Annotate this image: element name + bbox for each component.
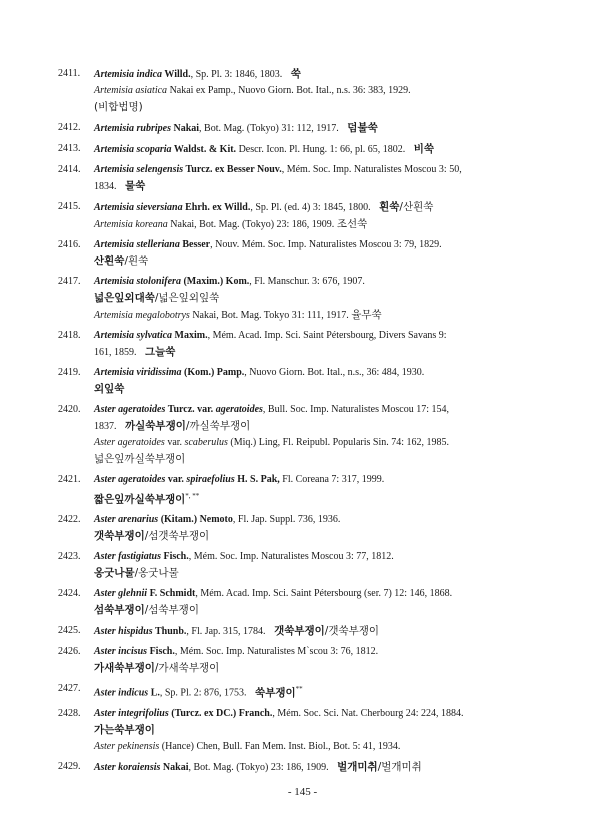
korean-name: 가는쑥부쟁이 [94,723,155,736]
korean-alt-name: /갯쑥부쟁이 [324,625,380,638]
entry-number: 2421. [58,474,81,485]
synonym-name: Artemisia megalobotrys [94,310,190,321]
entry-number: 2424. [58,588,81,600]
taxon-name: Aster incisus [94,646,148,658]
citation-text: Nakai ex Pamp., Nuovo Giorn. Bot. Ital., n.s. 36: 383, 1929. [167,85,411,96]
entry-2411 [58,66,558,116]
authority: Turcz. var. [165,404,216,415]
taxon-name: Artemisia stolonifera [94,276,181,287]
korean-alt-name: /산흰쑥 [399,201,434,213]
korean-name: 비쑥 [413,143,435,155]
authority: Besser [179,239,211,250]
entry-line [94,381,558,398]
entry-line [94,681,558,701]
taxon-name: Artemisia selengensis [94,164,184,175]
authority: Nakai [170,123,200,134]
citation-text: , Sp. Pl. (ed. 4) 3: 1845, 1800. [250,202,374,213]
authority: H. S. Pak, [234,474,280,485]
entry-number: 2419. [58,367,81,378]
entry-2423 [58,549,558,582]
entry-2424 [58,586,558,619]
citation-text: 1837. [94,421,119,432]
entry-line [94,512,558,528]
korean-alt-name: (비합법명) [94,101,143,113]
korean-name: 짧은잎까실쑥부쟁이 [94,493,186,506]
entry-number: 2416. [58,239,81,250]
korean-name: 물쑥 [125,180,146,192]
authority: (Turcz. ex DC.) Franch. [168,707,273,719]
entry-2426 [58,644,558,677]
entry-line [94,274,558,290]
citation-text: Descr. Icon. Pl. Hung. 1: 66, pl. 65, 1802. [236,144,408,155]
citation-text: , Mém. Soc. Imp. Naturalistes M`scou 3: 76, 1812. [174,646,379,658]
page-number: - 145 - [287,786,318,798]
korean-alt-name: 조선쑥 [336,218,368,230]
entry-line [94,290,558,307]
taxon-name: Aster hispidus [94,626,153,638]
taxon-name: Aster integrifolius [94,707,169,719]
authority: Willd. [162,69,191,80]
authority: Ehrh. ex Willd. [182,202,251,213]
synonym-name: scaberulus [184,437,228,448]
authority: Turcz. ex Besser Nouv. [183,164,282,175]
entry-line [94,586,558,602]
korean-alt-name: /가새쑥부쟁이 [154,662,220,675]
entry-line [94,759,558,776]
entry-number: 2425. [58,625,81,637]
citation-text: , Sp. Pl. 3: 1846, 1803. [190,69,285,80]
korean-name: 흰쑥 [379,201,400,213]
authority: Fisch. [160,551,189,563]
citation-text: , Mém. Soc. Sci. Nat. Cherbourg 24: 224, 1884. [272,707,464,719]
citation-text: , Mém. Acad. Imp. Sci. Saint Pétersbourg, Divers Savans 9: [207,330,447,341]
entry-line [94,253,558,270]
korean-name: 덤불쑥 [347,122,378,134]
entry-2418 [58,328,558,361]
entry-line [94,706,558,722]
citation-text: 1834. [94,181,119,192]
citation-text: , Nouv. Mém. Soc. Imp. Naturalistes Moscou 3: 79, 1829. [210,239,442,250]
korean-alt-name: /벌개미취 [377,760,422,773]
synonym-name: Aster ageratoides [94,437,165,448]
entry-2416 [58,237,558,270]
korean-name: 산흰쑥 [94,255,125,267]
entry-number: 2417. [58,276,81,287]
korean-alt-name: /섬갯쑥부쟁이 [144,530,210,543]
citation-text: , Fl. Jap. Suppl. 736, 1936. [232,514,341,526]
citation-text: Nakai, Bot. Mag. Tokyo 31: 111, 1917. [189,310,352,321]
citation-text: , Fl. Jap. 315, 1784. [186,626,269,638]
entry-number: 2411. [58,68,81,79]
taxon-name: Artemisia indica [94,69,163,80]
entry-line [94,549,558,565]
entry-2413 [58,141,558,158]
entry-line [94,178,558,195]
entry-number: 2420. [58,404,81,415]
synonym-name: Aster pekinensis [94,740,160,752]
entry-2427 [58,681,558,701]
authority: Waldst. & Kit. [171,144,237,155]
entry-2419 [58,365,558,398]
entry-number: 2427. [58,683,81,695]
citation-text: , Bull. Soc. Imp. Naturalistes Moscou 17: 154, [262,404,450,415]
citation-text: , Mém. Soc. Imp. Naturalistes Moscou 3: 77, 1812. [188,551,394,563]
entry-line [94,99,558,116]
authority: Thunb. [152,626,187,638]
citation-text: 161, 1859. [94,347,139,358]
taxon-name: Aster ageratoides [94,404,166,415]
taxon-name: Aster koraiensis [94,761,161,773]
taxon-name: spiraefolius [186,474,235,485]
taxon-name: Aster arenarius [94,514,159,526]
entry-line [94,307,558,324]
authority: Fisch. [147,646,175,658]
korean-name: 벌개미취 [337,760,378,773]
entry-number: 2423. [58,551,81,563]
korean-name: 갯쑥부쟁이 [274,625,325,638]
entry-line [94,402,558,418]
entry-2425 [58,623,558,640]
taxon-name: ageratoides [215,404,263,415]
korean-name: 섬쑥부쟁이 [94,604,145,617]
entry-line [94,199,558,216]
entry-line [94,216,558,233]
citation-text: , Fl. Manschur. 3: 676, 1907. [249,276,365,287]
entry-number: 2428. [58,707,81,719]
korean-name: 쑥 [290,68,301,80]
entry-line [94,344,558,361]
entry-2420 [58,402,558,468]
citation-text: , Mém. Acad. Imp. Sci. Saint Pétersbourg (ser. 7) 12: 146, 1868. [195,588,453,600]
citation-text: (Miq.) Ling, Fl. Reipubl. Popularis Sin. 74: 162, 1985. [227,437,450,448]
entry-line [94,66,558,83]
entry-2417 [58,274,558,324]
korean-name: 옹굿나물 [94,567,135,580]
entry-number: 2418. [58,330,81,341]
footnote-mark: ** [295,685,303,694]
authority: L. [148,687,160,699]
entry-line [94,162,558,178]
taxon-name: Artemisia sieversiana [94,202,183,213]
entry-2428 [58,706,558,755]
entry-line [94,739,558,755]
korean-name: 가새쑥부쟁이 [94,662,155,675]
authority: Nakai [160,761,189,773]
entry-2422 [58,512,558,545]
entry-number: 2426. [58,646,81,658]
taxon-name: Aster indicus [94,687,149,699]
entry-line [94,141,558,158]
taxon-name: Artemisia sylvatica [94,330,173,341]
entry-line [94,83,558,99]
entry-number: 2415. [58,201,81,212]
korean-alt-name: /넓은잎외잎쑥 [154,292,220,304]
citation-text: , Bot. Mag. (Tokyo) 31: 112, 1917. [199,123,342,134]
authority: (Maxim.) Kom. [180,276,250,287]
citation-text: (Hance) Chen, Bull. Fan Mem. Inst. Biol., Bot. 5: 41, 1934. [159,740,401,752]
entry-2429 [58,759,558,776]
taxon-name: Artemisia scoparia [94,144,172,155]
korean-alt-name: /까실쑥부쟁이 [185,420,251,432]
entry-line [94,451,558,468]
citation-text: , Mém. Soc. Imp. Naturalistes Moscou 3: 50, [281,164,462,175]
citation-text: , Nuovo Giorn. Bot. Ital., n.s., 36: 484, 1930. [244,367,425,378]
entry-list [58,66,558,780]
taxon-name: Artemisia rubripes [94,123,171,134]
footnote-mark: *, ** [185,492,200,500]
entry-line [94,488,558,508]
entry-number: 2429. [58,760,81,772]
korean-name: 넓은잎외대쑥 [94,292,155,304]
korean-name: 갯쑥부쟁이 [94,530,145,543]
taxon-name: Aster ageratoides [94,474,166,485]
korean-name: 까실쑥부쟁이 [125,420,186,432]
citation-text: , Sp. Pl. 2: 876, 1753. [159,687,250,699]
entry-line [94,472,558,488]
citation-text: var. [164,437,185,448]
korean-name: 그늘쑥 [145,346,176,358]
entry-line [94,660,558,677]
synonym-name: Artemisia asiatica [94,85,168,96]
taxon-name: Artemisia stelleriana [94,239,180,250]
entry-2415 [58,199,558,233]
authority: (Kitam.) Nemoto [158,514,233,526]
entry-line [94,602,558,619]
korean-name: 외잎쑥 [94,383,125,395]
taxon-name: Artemisia viridissima [94,367,182,378]
citation-text: , Bot. Mag. (Tokyo) 23: 186, 1909. [188,761,332,773]
korean-alt-name: /섬쑥부쟁이 [144,604,199,617]
entry-line [94,565,558,582]
entry-number: 2414. [58,164,81,175]
entry-2414 [58,162,558,195]
korean-alt-name: /흰쑥 [124,255,149,267]
citation-text: Nakai, Bot. Mag. (Tokyo) 23: 186, 1909. [167,219,337,230]
entry-2421 [58,472,558,508]
entry-line [94,435,558,451]
taxon-name: Aster fastigiatus [94,551,161,563]
entry-line [94,418,558,435]
taxon-name: Aster glehnii [94,588,148,600]
entry-line [94,328,558,344]
citation-text: Fl. Coreana 7: 317, 1999. [279,474,385,485]
entry-line [94,623,558,640]
entry-2412 [58,120,558,137]
entry-line [94,120,558,137]
entry-line [94,722,558,739]
authority: F. Schmidt [147,588,196,600]
korean-name: 쑥부쟁이 [255,686,296,699]
entry-line [94,644,558,660]
entry-line [94,237,558,253]
entry-number: 2412. [58,122,81,133]
authority: var. [165,474,187,485]
korean-alt-name: 율무쑥 [351,309,382,321]
entry-number: 2413. [58,143,81,154]
korean-alt-name: 넓은잎까실쑥부쟁이 [94,453,186,465]
entry-line [94,365,558,381]
authority: (Kom.) Pamp. [181,367,245,378]
entry-number: 2422. [58,514,81,526]
authority: Maxim. [172,330,208,341]
korean-alt-name: /옹굿나물 [134,567,179,580]
entry-line [94,528,558,545]
synonym-name: Artemisia koreana [94,219,168,230]
